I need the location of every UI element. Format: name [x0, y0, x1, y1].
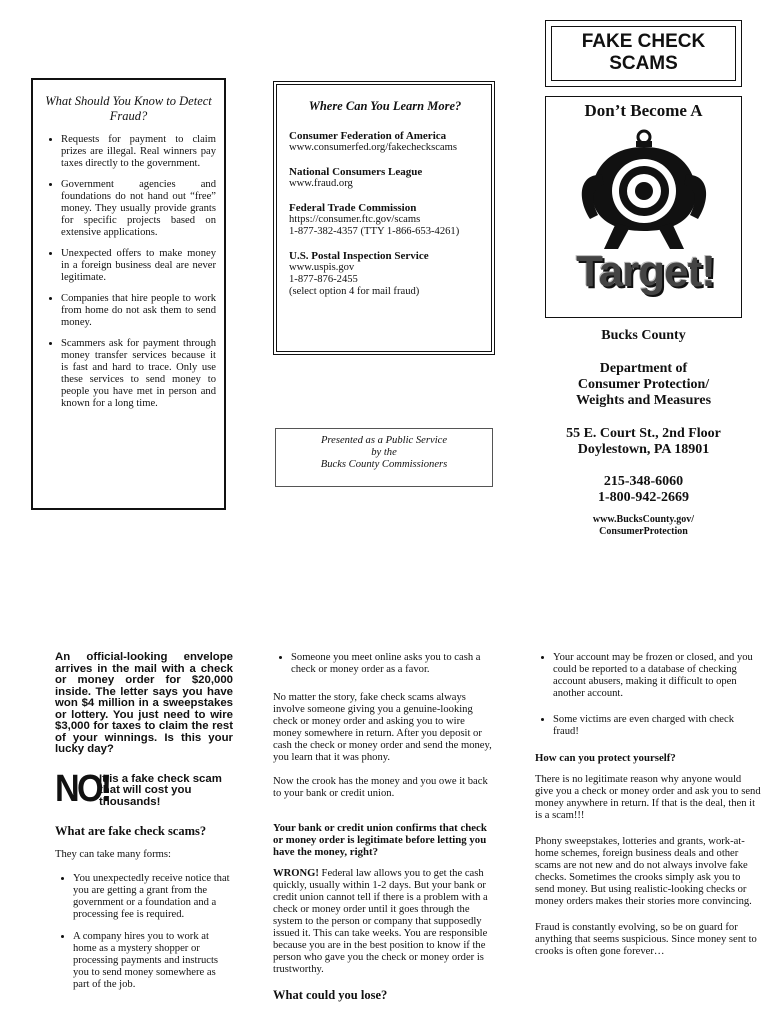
web-line: www.BucksCounty.gov/: [592, 514, 695, 525]
no-callout-text: It is a fake check scam that will cost you thousands!: [99, 772, 222, 808]
column-3: [535, 652, 761, 970]
org-entry: [289, 202, 481, 238]
section-heading: What could you lose?: [273, 988, 388, 1002]
wrong-label: WRONG!: [273, 868, 319, 879]
org-entry: [289, 250, 481, 298]
paragraph: Fraud is constantly evolving, so be on guard for anything that seems suspicious. Since money sent to crooks is often gone forever…: [535, 922, 757, 957]
no-word: NO!: [55, 767, 110, 810]
learn-more-panel: [273, 81, 495, 355]
list-item: • Some victims are even charged with check fraud!: [553, 714, 761, 738]
dept-line: Consumer Protection/: [577, 377, 710, 392]
paragraph: There is no legitimate reason why anyone would give you a check or money order and ask you to send money anywhere in return. If that is the deal, then it is a scam!!!: [535, 774, 761, 821]
web-line: ConsumerProtection: [599, 526, 688, 537]
org-name: Federal Trade Commission: [289, 202, 417, 214]
brochure-title: [551, 26, 736, 81]
website-link[interactable]: [545, 514, 742, 538]
org-entry: [289, 130, 481, 154]
org-link[interactable]: www.uspis.gov: [289, 262, 355, 273]
org-phone: 1-877-876-2455: [289, 274, 358, 285]
address-line: Doylestown, PA 18901: [577, 442, 710, 457]
org-phone: 1-877-382-4357 (TTY 1-866-653-4261): [289, 226, 460, 237]
section-heading: What are fake check scams?: [55, 823, 207, 838]
service-line: Bucks County Commissioners: [320, 459, 448, 470]
address: [545, 426, 742, 458]
org-entry: [289, 166, 481, 190]
public-service-note: [275, 428, 493, 487]
no-callout: [55, 767, 233, 814]
scam-forms-list: [55, 873, 233, 991]
address-line: 55 E. Court St., 2nd Floor: [566, 426, 721, 441]
dept-line: Weights and Measures: [575, 393, 712, 408]
phone-numbers: [545, 474, 742, 506]
service-line: by the: [371, 447, 397, 458]
department-name: [545, 361, 742, 409]
org-link[interactable]: www.consumerfed.org/fakecheckscams: [289, 142, 457, 153]
list-item: • Unexpected offers to make money in a foreign business deal are never legitimate.: [61, 248, 216, 284]
org-name: U.S. Postal Inspection Service: [289, 250, 429, 262]
scam-forms-list-cont: [273, 652, 495, 676]
column-1: [55, 652, 233, 1001]
paragraph: Now the crook has the money and you owe it back to your bank or credit union.: [273, 776, 488, 799]
target-graphic: [545, 96, 742, 318]
org-name: National Consumers League: [289, 166, 423, 178]
paragraph: Phony sweepstakes, lotteries and grants, work-at-home schemes, foreign business deals and other scams are not new and do not always involve fake checks. Sometimes the crooks simply ask you to send money. But using realistic-looking checks or money orders makes their stories more convincing.: [535, 836, 752, 907]
list-item: • Companies that hire people to work from home do not ask them to send money.: [61, 293, 216, 329]
list-item: • Requests for payment to claim prizes are illegal. Real winners pay taxes directly to the government.: [61, 134, 216, 170]
column-2: [273, 652, 495, 1003]
fraud-tips-panel: [31, 78, 226, 510]
list-item: • A company hires you to work at home as a mystery shopper or processing payments and instructs you to send money somewhere as part of the job.: [73, 931, 233, 991]
org-link[interactable]: www.fraud.org: [289, 178, 353, 189]
intro-paragraph: An official-looking envelope arrives in the mail with a check or money order for $20,000 inside. The letter says you have won $4 million in a sweepstakes or lottery. You just need to wire $3,000 for taxes to claim the rest of your winnings. Is this your lucky day?: [55, 651, 233, 755]
wrong-explanation: Federal law allows you to get the cash quickly, usually within 1-2 days. But your bank or credit union cannot tell if there is a problem with a check or money order until it goes through the system to the person or company that supposedly issued it. This can take weeks. You are responsible because you are in the best position to know if the person who gave you the check or money order is trustworthy.: [273, 868, 488, 975]
org-note: (select option 4 for mail fraud): [289, 286, 420, 297]
phone-number[interactable]: 1-800-942-2669: [598, 490, 689, 505]
list-item: • Government agencies and foundations do not hand out “free” money. They usually provide grants for specific projects based on extensive applications.: [61, 179, 216, 239]
paragraph: They can take many forms:: [55, 848, 171, 860]
fraud-tips-heading: What Should You Know to Detect Fraud?: [45, 94, 212, 123]
consequences-list: [535, 652, 761, 738]
graphic-caption: Don’t Become A: [584, 101, 703, 120]
learn-more-heading: Where Can You Learn More?: [308, 99, 462, 113]
dept-line: Department of: [599, 361, 688, 376]
list-item: • Scammers ask for payment through money transfer services because it is fast and hard to trace. Only use these services to send money to people you have met in person and known for a long time.: [61, 338, 216, 410]
org-link[interactable]: https://consumer.ftc.gov/scams: [289, 214, 421, 225]
list-item: • Someone you meet online asks you to cash a check or money order as a favor.: [291, 652, 495, 676]
phone-number[interactable]: 215-348-6060: [603, 474, 684, 489]
section-heading: How can you protect yourself?: [535, 752, 676, 764]
bold-question: Your bank or credit union confirms that check or money order is legitimate before letting you have the money, right?: [273, 822, 487, 858]
list-item: • You unexpectedly receive notice that you are getting a grant from the government or a foundation and a processing fee is required.: [73, 873, 233, 921]
title-frame: [545, 20, 742, 87]
title-line: SCAMS: [609, 53, 678, 74]
county-name: Bucks County: [601, 328, 686, 343]
service-line: Presented as a Public Service: [320, 435, 448, 446]
list-item: • Your account may be frozen or closed, and you could be reported to a database of checking account abusers, making it difficult to open another account.: [553, 652, 761, 700]
org-name: Consumer Federation of America: [289, 130, 447, 142]
fraud-tips-list: [41, 134, 216, 410]
paragraph: No matter the story, fake check scams always involve someone giving you a genuine-looking check or money order and asking you to wire money somewhere in return. After you deposit or cash the check or money order and send the money, you learn that it was phony.: [273, 692, 492, 763]
title-line: FAKE CHECK: [581, 31, 706, 52]
target-word: Target!: [576, 247, 715, 296]
paragraph: [273, 868, 495, 976]
